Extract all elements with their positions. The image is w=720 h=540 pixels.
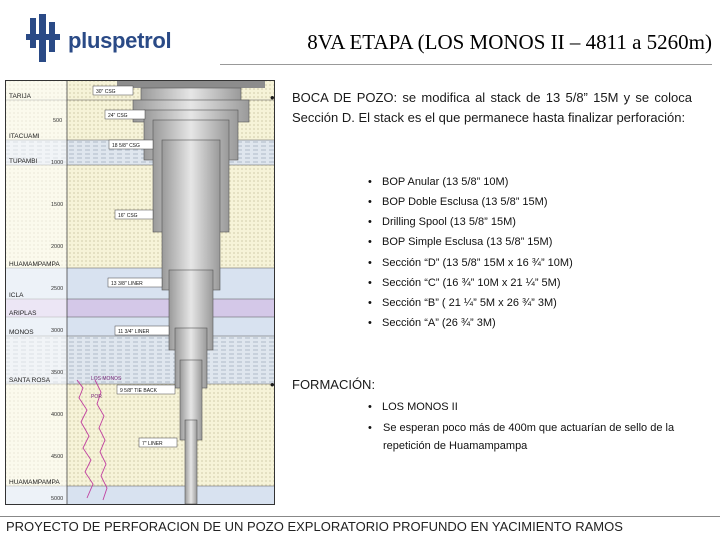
formation-label: MONOS [9,329,34,336]
depth-tick: 3000 [51,328,64,334]
formation-label: ARIPLAS [9,310,37,317]
brand-name: pluspetrol [68,28,172,53]
stack-item [368,293,557,313]
footer-text: PROYECTO DE PERFORACION DE UN POZO EXPLORATORIO PROFUNDO EN YACIMIENTO RAMOS [6,519,623,534]
depth-tick: 1000 [51,160,64,166]
depth-tick: 4000 [51,412,64,418]
stack-item-label: BOP Anular (13 5/8” 10M) [382,176,509,188]
well-schematic [5,80,275,505]
wellhead-description: se modifica al stack de 13 5/8” 15M y se coloca Sección D. El stack es el que permanece hasta finalizar perforación: [292,90,693,125]
casing-label: 18 5/8" CSG [112,143,140,149]
wellhead-lead: BOCA DE POZO: [292,90,398,105]
formation-label: HUAMAMPAMPA [9,479,60,486]
formation-item-label: LOS MONOS II [382,401,458,413]
bullet-dot-icon: • [368,196,372,208]
pluspetrol-logo-icon [22,12,66,66]
page-title: 8VA ETAPA (LOS MONOS II – 4811 a 5260m) [307,30,712,54]
formation-item-label: Se esperan poco más de 400m que actuarían de sello de la repetición de Huamampampa [383,422,675,452]
bullet-dot-icon: • [368,401,372,413]
bullet-dot-icon: • [368,317,372,329]
bullet-dot-icon: • [270,377,275,392]
stack-item [368,253,573,273]
formation-label: HUAMAMPAMPA [9,261,60,268]
stack-item-label: Sección “C” (16 ¾” 10M x 21 ¼” 5M) [382,277,561,289]
casing-label: 16" CSG [118,213,138,219]
depth-tick: 4500 [51,454,64,460]
pluspetrol-logo [22,12,192,66]
bullet-dot-icon: • [368,277,372,289]
stack-item [368,172,508,192]
title-divider [220,64,712,65]
bullet-dot-icon: • [368,297,372,309]
casing-label: 13 3/8" LINER [111,281,143,287]
depth-tick: 1500 [51,202,64,208]
casing-label: 24" CSG [108,113,128,119]
bullet-dot-icon: • [368,216,372,228]
stack-item [368,192,547,212]
stack-item [368,212,516,232]
stack-item-label: BOP Simple Esclusa (13 5/8” 15M) [382,236,553,248]
stack-item-label: BOP Doble Esclusa (13 5/8” 15M) [382,196,548,208]
bullet-dot-icon: • [270,90,275,105]
curve-label: LOS MONOS [91,376,122,382]
formation-heading: FORMACIÓN: [292,377,376,392]
formation-label: ICLA [9,292,24,299]
bullet-dot-icon: • [368,236,372,248]
stack-item-label: Sección “A” (26 ¾” 3M) [382,317,496,329]
formation-label: SANTA ROSA [9,377,51,384]
depth-tick: 500 [53,118,63,124]
bullet-dot-icon: • [368,422,372,434]
depth-tick: 2000 [51,244,64,250]
stack-item [368,273,561,293]
formation-item [368,419,698,455]
casing-label: 30" CSG [96,89,116,95]
bullet-dot-icon: • [368,176,372,188]
well-diagram [5,80,275,505]
casing-label: 11 3/4" LINER [118,329,150,335]
stack-item [368,232,552,252]
footer-divider [0,516,720,517]
stack-item-label: Drilling Spool (13 5/8” 15M) [382,216,516,228]
formation-label: TUPAMBI [9,158,38,165]
formation-label: ITACUAMI [9,133,40,140]
stack-item-label: Sección “D” (13 5/8” 15M x 16 ¾” 10M) [382,257,573,269]
stack-item [368,313,496,333]
depth-tick: 3500 [51,370,64,376]
curve-label: POR [91,394,102,400]
formation-label: TARIJA [9,93,31,100]
stack-item-label: Sección “B” ( 21 ¼” 5M x 26 ¾” 3M) [382,297,557,309]
depth-tick: 2500 [51,286,64,292]
formation-item [368,397,458,417]
casing-label: 7" LINER [142,441,163,447]
bullet-dot-icon: • [368,257,372,269]
depth-tick: 5000 [51,496,64,502]
casing-label: 9 5/8" TIE BACK [120,388,157,394]
